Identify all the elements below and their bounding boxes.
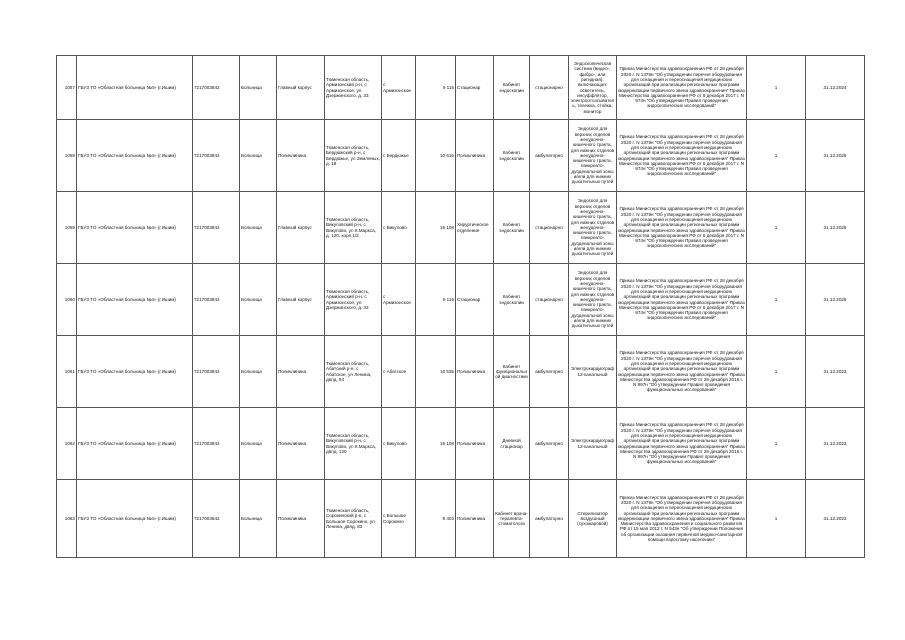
- quantity-cell: [747, 56, 806, 120]
- care-form-cell-text: Поликлиника: [457, 368, 486, 374]
- organization-cell-text: ГБУЗ ТО «Областная больница №4» (г.Ишим): [78, 296, 176, 302]
- subdivision-cell: [277, 336, 325, 408]
- legal-basis-cell: [617, 56, 747, 120]
- locality-cell-text: с Абатское: [383, 368, 407, 374]
- care-form-cell-text: Поликлиника: [457, 440, 486, 446]
- deadline-date-cell: [806, 56, 865, 120]
- population-cell-text: 9 116: [442, 296, 454, 302]
- organization-cell: [77, 336, 193, 408]
- inn-cell-text: 7217003842: [194, 224, 220, 230]
- room-cell: [494, 480, 530, 558]
- row-number-cell: [57, 264, 77, 336]
- facility-type-cell: [240, 56, 277, 120]
- address-cell-text: Тюменская область, Армизонский р-н, с Армизонское, ул Дзержинского, д. 33: [326, 76, 370, 98]
- care-form-cell: [456, 480, 494, 558]
- organization-cell-text: ГБУЗ ТО «Областная больница №4» (г.Ишим): [78, 224, 176, 230]
- deadline-date-cell: [806, 336, 865, 408]
- organization-cell-text: ГБУЗ ТО «Областная больница №4» (г.Ишим): [78, 515, 176, 521]
- row-number-cell: [57, 120, 77, 192]
- locality-cell: [382, 408, 416, 480]
- locality-cell: [382, 56, 416, 120]
- population-cell-text: 9 116: [442, 84, 454, 90]
- address-cell-text: Тюменская область, Викуловский р-н, с Викулово, ул К.Маркса, д. 120, корп.1/2: [326, 216, 376, 238]
- address-cell: [325, 336, 382, 408]
- equipment-cell-text: Эндоскопическая система (видео-, фибро-, или ригидная), включающая: осветитель, инсуффлятор, электроотсасыватель, тележка, стойка, монитор: [570, 61, 615, 114]
- room-cell: [494, 56, 530, 120]
- equipment-cell: [569, 480, 617, 558]
- deadline-date-cell-text: 31.12.2024: [823, 84, 847, 90]
- table-row: [57, 56, 865, 120]
- equipment-cell: [569, 264, 617, 336]
- care-condition-cell: [530, 264, 569, 336]
- inn-cell-text: 7217003842: [194, 296, 220, 302]
- quantity-cell-text: 1: [774, 440, 778, 446]
- locality-cell: [382, 120, 416, 192]
- room-cell: [494, 336, 530, 408]
- legal-basis-cell-text: Приказ Министерства здравоохранения РФ от 28 декабря 2020 г. N 1379н "Об утверждении перечня оборудования для оснащения и переоснащения медицинских организаций при реализации региональных программ модернизации первичного звена здравоохранения" Приказ Министерства здравоохранения РФ от 6 декабря 2017 г. N 974н "Об утверждении Правил проведения эндоскопических исследований": [618, 206, 745, 249]
- address-cell-text: Тюменская область, Абатский р-н, с Абатское, ул Ленина, двлд. 54: [326, 360, 372, 382]
- care-form-cell: [456, 336, 494, 408]
- equipment-cell-text: Эндоскоп для верхних отделов желудочно-кишечного тракта, для нижних отделов желудочно-кишечного тракта, панкреато-дуоденальной зоны и/или для нижних дыхательных путей: [570, 270, 615, 329]
- population-cell: [416, 192, 456, 264]
- address-cell: [325, 120, 382, 192]
- population-cell: [416, 264, 456, 336]
- subdivision-cell-text: Поликлиника: [278, 368, 307, 374]
- subdivision-cell-text: Поликлиника: [278, 515, 307, 521]
- population-cell: [416, 480, 456, 558]
- care-form-cell: [456, 192, 494, 264]
- care-form-cell-text: Хирургическое отделение: [457, 222, 489, 233]
- equipment-cell-text: Эндоскоп для верхних отделов желудочно-кишечного тракта, для нижних отделов желудочно-кишечного тракта, панкреато-дуоденальной зоны и/или для нижних дыхательных путей: [570, 198, 615, 257]
- equipment-cell-text: Электрокардиограф 12-канальный: [570, 438, 615, 449]
- population-cell-text: 15 108: [439, 440, 454, 446]
- inn-cell: [193, 480, 240, 558]
- facility-type-cell-text: Больница: [241, 440, 262, 446]
- deadline-date-cell-text: 31.12.2025: [823, 224, 847, 230]
- legal-basis-cell: [617, 192, 747, 264]
- inn-cell-text: 7217003842: [194, 440, 220, 446]
- care-condition-cell: [530, 192, 569, 264]
- legal-basis-cell-text: Приказ Министерства здравоохранения РФ от 28 декабря 2020 г. N 1379н "Об утверждении перечня оборудования для оснащения и переоснащения медицинских организаций при реализации региональных программ модернизации первичного звена здравоохранения" Приказ Министерства здравоохранения РФ от 6 декабря 2017 г. N 974н "Об утверждении Правил проведения эндоскопических исследований": [618, 278, 745, 321]
- address-cell: [325, 408, 382, 480]
- quantity-cell: [747, 120, 806, 192]
- locality-cell-text: с Армизонское: [383, 82, 411, 93]
- locality-cell: [382, 480, 416, 558]
- locality-cell-text: с Бердюжье: [383, 152, 409, 158]
- room-cell: [494, 264, 530, 336]
- deadline-date-cell: [806, 480, 865, 558]
- population-cell: [416, 408, 456, 480]
- subdivision-cell-text: Главный корпус: [278, 224, 312, 230]
- inn-cell-text: 7217003842: [194, 368, 220, 374]
- equipment-cell: [569, 120, 617, 192]
- row-number-cell-text: 1063: [64, 515, 75, 521]
- subdivision-cell-text: Поликлиника: [278, 440, 307, 446]
- organization-cell: [77, 264, 193, 336]
- address-cell: [325, 192, 382, 264]
- facility-type-cell: [240, 192, 277, 264]
- address-cell-text: Тюменская область, Сорокинский р-н, с Большое Сорокино, ул Ленина, двлд. 83: [326, 507, 375, 529]
- facility-type-cell: [240, 264, 277, 336]
- legal-basis-cell-text: Приказ Министерства здравоохранения РФ от 28 декабря 2020 г. N 1379н "Об утверждении перечня оборудования для оснащения и переоснащения медицинских организаций при реализации региональных программ модернизации первичного звена здравоохранения" Приказ Министерства здравоохранения РФ от 6 декабря 2017 г. N 974н "Об утверждении Правил проведения эндоскопических исследований": [618, 66, 745, 109]
- quantity-cell: [747, 192, 806, 264]
- address-cell-text: Тюменская область, Бердюжский р-н, с Бердюжье, ул Земляных, д. 18: [326, 144, 380, 166]
- care-form-cell-text: Поликлиника: [457, 515, 486, 521]
- quantity-cell-text: 1: [774, 224, 778, 230]
- quantity-cell: [747, 480, 806, 558]
- deadline-date-cell: [806, 120, 865, 192]
- inn-cell-text: 7217003842: [194, 84, 220, 90]
- room-cell-text: Кабинет эндоскопии: [499, 82, 524, 93]
- facility-type-cell-text: Больница: [241, 515, 262, 521]
- deadline-date-cell-text: 31.12.2023: [823, 515, 847, 521]
- legal-basis-cell-text: Приказ Министерства здравоохранения РФ от 28 декабря 2020 г. N 1379н "Об утверждении перечня оборудования для оснащения и переоснащения медицинских организаций при реализации региональных программ модернизации первичного звена здравоохранения" Приказ Министерства здравоохранения и социального развития РФ от 15 мая 2012 г. N 543н "Об утверждении Положения об организации оказания первичной медико-санитарной помощи взрослому населению": [618, 494, 745, 543]
- subdivision-cell: [277, 192, 325, 264]
- room-cell-text: Кабинет эндоскопии: [499, 294, 524, 305]
- row-number-cell-text: 1062: [64, 440, 75, 446]
- subdivision-cell-text: Главный корпус: [278, 84, 312, 90]
- row-number-cell: [57, 192, 77, 264]
- address-cell-text: Тюменская область, Армизонский р-н, с Армизонское, ул Дзержинского, д. 33: [326, 288, 370, 310]
- quantity-cell: [747, 408, 806, 480]
- facility-type-cell: [240, 480, 277, 558]
- legal-basis-cell-text: Приказ Министерства здравоохранения РФ от 28 декабря 2020 г. N 1379н "Об утверждении перечня оборудования для оснащения и переоснащения медицинских организаций при реализации региональных программ модернизации первичного звена здравоохранения" Приказ Министерства здравоохранения РФ от 6 декабря 2017 г. N 974н "Об утверждении Правил проведения эндоскопических исследований": [618, 134, 745, 177]
- population-cell: [416, 56, 456, 120]
- quantity-cell-text: 1: [774, 296, 778, 302]
- organization-cell-text: ГБУЗ ТО «Областная больница №4» (г.Ишим): [78, 84, 176, 90]
- legal-basis-cell-text: Приказ Министерства здравоохранения РФ от 28 декабря 2020 г. N 1379н "Об утверждении перечня оборудования для оснащения и переоснащения медицинских организаций при реализации региональных программ модернизации первичного звена здравоохранения" Приказ Министерства здравоохранения РФ от 26 декабря 2016 г. N 997н "Об утверждении Правил проведения функциональных исследований": [618, 350, 745, 393]
- subdivision-cell-text: Главный корпус: [278, 296, 312, 302]
- row-number-cell-text: 1057: [64, 84, 75, 90]
- organization-cell: [77, 56, 193, 120]
- locality-cell-text: с Викулово: [383, 224, 407, 230]
- inn-cell-text: 7217003842: [194, 152, 220, 158]
- quantity-cell-text: 1: [774, 152, 778, 158]
- population-cell: [416, 120, 456, 192]
- room-cell-text: Кабинет эндоскопии: [499, 150, 524, 161]
- inn-cell: [193, 120, 240, 192]
- care-condition-cell: [530, 408, 569, 480]
- equipment-cell: [569, 336, 617, 408]
- address-cell-text: Тюменская область, Викуловский р-н, с Викулово, ул К.Маркса, двлд. 120: [326, 432, 376, 454]
- facility-type-cell-text: Больница: [241, 224, 262, 230]
- room-cell: [494, 408, 530, 480]
- table-row: [57, 336, 865, 408]
- organization-cell: [77, 120, 193, 192]
- deadline-date-cell-text: 31.12.2023: [823, 440, 847, 446]
- population-cell: [416, 336, 456, 408]
- equipment-cell-text: Электрокардиограф 12-канальный: [570, 366, 615, 377]
- table-row: [57, 408, 865, 480]
- table-row: [57, 192, 865, 264]
- table-body: [57, 56, 865, 558]
- population-cell-text: 16 535: [439, 368, 454, 374]
- equipment-cell-text: Эндоскоп для верхних отделов желудочно-кишечного тракта, для нижних отделов желудочно-кишечного тракта, панкреато-дуоденальной зоны и/или для нижних дыхательных путей: [570, 126, 615, 185]
- row-number-cell-text: 1061: [64, 368, 75, 374]
- row-number-cell: [57, 408, 77, 480]
- legal-basis-cell: [617, 120, 747, 192]
- room-cell-text: Кабинет врача-терапевта-стоматолога: [495, 510, 528, 527]
- quantity-cell: [747, 336, 806, 408]
- deadline-date-cell-text: 31.12.2025: [823, 152, 847, 158]
- care-condition-cell-text: амбулаторно: [535, 515, 563, 521]
- address-cell: [325, 480, 382, 558]
- locality-cell: [382, 192, 416, 264]
- inn-cell: [193, 408, 240, 480]
- deadline-date-cell-text: 31.12.2023: [823, 368, 847, 374]
- care-form-cell: [456, 264, 494, 336]
- legal-basis-cell: [617, 408, 747, 480]
- row-number-cell: [57, 56, 77, 120]
- care-form-cell: [456, 56, 494, 120]
- locality-cell-text: с Большое Сорокино: [383, 513, 406, 524]
- legal-basis-cell-text: Приказ Министерства здравоохранения РФ от 28 декабря 2020 г. N 1379н "Об утверждении перечня оборудования для оснащения и переоснащения медицинских организаций при реализации региональных программ модернизации первичного звена здравоохранения" Приказ Министерства здравоохранения РФ от 26 декабря 2016 г. N 997н "Об утверждении Правил проведения функциональных исследований": [618, 422, 745, 465]
- care-condition-cell-text: стационарно: [535, 84, 563, 90]
- legal-basis-cell: [617, 480, 747, 558]
- room-cell-text: Дневной стационар: [500, 438, 523, 449]
- table-row: [57, 480, 865, 558]
- care-condition-cell: [530, 56, 569, 120]
- organization-cell-text: ГБУЗ ТО «Областная больница №4» (г.Ишим): [78, 368, 176, 374]
- table-row: [57, 264, 865, 336]
- facility-type-cell: [240, 408, 277, 480]
- organization-cell: [77, 480, 193, 558]
- deadline-date-cell: [806, 408, 865, 480]
- subdivision-cell: [277, 264, 325, 336]
- organization-cell-text: ГБУЗ ТО «Областная больница №4» (г.Ишим): [78, 152, 176, 158]
- care-condition-cell: [530, 120, 569, 192]
- subdivision-cell: [277, 56, 325, 120]
- facility-type-cell-text: Больница: [241, 152, 262, 158]
- room-cell-text: Кабинет функциональной диагностики: [495, 363, 528, 380]
- care-condition-cell-text: стационарно: [535, 296, 563, 302]
- equipment-cell: [569, 56, 617, 120]
- care-form-cell-text: Стационар: [457, 84, 481, 90]
- table-row: [57, 120, 865, 192]
- quantity-cell-text: 1: [774, 515, 778, 521]
- care-form-cell-text: Поликлиника: [457, 152, 486, 158]
- subdivision-cell: [277, 480, 325, 558]
- deadline-date-cell-text: 31.12.2025: [823, 296, 847, 302]
- population-cell-text: 10 616: [439, 152, 454, 158]
- subdivision-cell-text: Поликлиника: [278, 152, 307, 158]
- facility-type-cell-text: Больница: [241, 84, 262, 90]
- locality-cell-text: с Армизонское: [383, 294, 411, 305]
- care-form-cell-text: Стационар: [457, 296, 481, 302]
- locality-cell-text: с Викулово: [383, 440, 407, 446]
- population-cell-text: 15 108: [439, 224, 454, 230]
- organization-cell: [77, 408, 193, 480]
- legal-basis-cell: [617, 336, 747, 408]
- facility-type-cell-text: Больница: [241, 368, 262, 374]
- room-cell: [494, 120, 530, 192]
- row-number-cell: [57, 336, 77, 408]
- deadline-date-cell: [806, 264, 865, 336]
- facility-type-cell-text: Больница: [241, 296, 262, 302]
- equipment-cell: [569, 408, 617, 480]
- inn-cell: [193, 192, 240, 264]
- address-cell: [325, 264, 382, 336]
- quantity-cell-text: 1: [774, 84, 778, 90]
- care-condition-cell-text: амбулаторно: [535, 152, 563, 158]
- row-number-cell: [57, 480, 77, 558]
- room-cell: [494, 192, 530, 264]
- room-cell-text: Кабинет эндоскопии: [499, 222, 524, 233]
- subdivision-cell: [277, 120, 325, 192]
- quantity-cell: [747, 264, 806, 336]
- facility-type-cell: [240, 120, 277, 192]
- care-form-cell: [456, 120, 494, 192]
- organization-cell: [77, 192, 193, 264]
- row-number-cell-text: 1060: [64, 296, 75, 302]
- care-condition-cell: [530, 480, 569, 558]
- care-condition-cell: [530, 336, 569, 408]
- facility-type-cell: [240, 336, 277, 408]
- equipment-cell: [569, 192, 617, 264]
- inn-cell: [193, 264, 240, 336]
- care-form-cell: [456, 408, 494, 480]
- locality-cell: [382, 336, 416, 408]
- deadline-date-cell: [806, 192, 865, 264]
- quantity-cell-text: 1: [774, 368, 778, 374]
- legal-basis-cell: [617, 264, 747, 336]
- address-cell: [325, 56, 382, 120]
- equipment-cell-text: Стерилизатор воздушный (сухожаровой): [577, 510, 608, 527]
- equipment-table: [56, 55, 865, 558]
- inn-cell: [193, 336, 240, 408]
- organization-cell-text: ГБУЗ ТО «Областная больница №4» (г.Ишим): [78, 440, 176, 446]
- locality-cell: [382, 264, 416, 336]
- inn-cell-text: 7217003842: [194, 515, 220, 521]
- care-condition-cell-text: стационарно: [535, 224, 563, 230]
- row-number-cell-text: 1058: [64, 152, 75, 158]
- population-cell-text: 8 403: [442, 515, 454, 521]
- subdivision-cell: [277, 408, 325, 480]
- care-condition-cell-text: амбулаторно: [535, 368, 563, 374]
- inn-cell: [193, 56, 240, 120]
- care-condition-cell-text: амбулаторно: [535, 440, 563, 446]
- row-number-cell-text: 1059: [64, 224, 75, 230]
